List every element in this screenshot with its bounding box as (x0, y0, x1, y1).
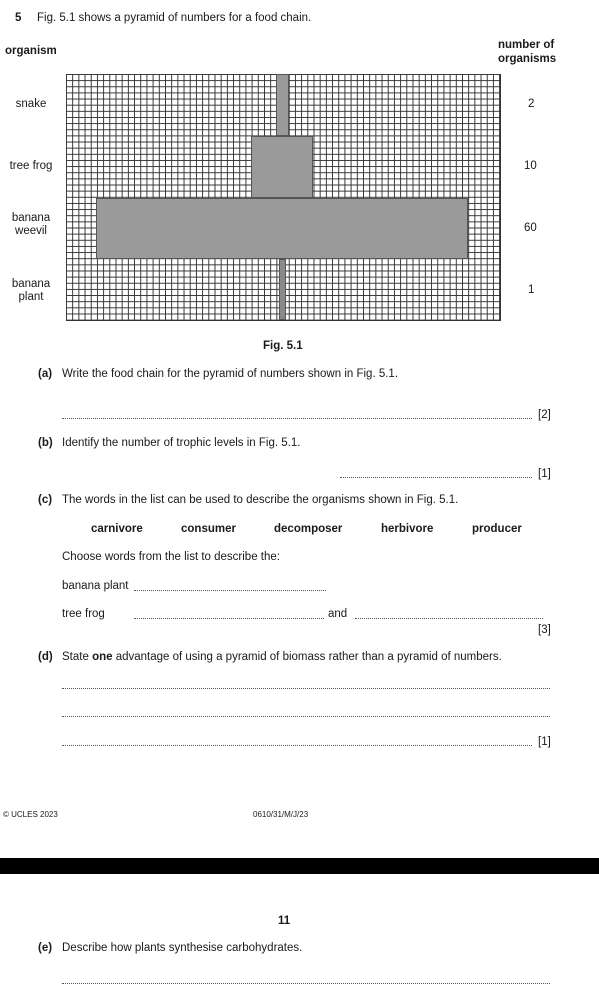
part-d-marks: [1] (538, 736, 551, 748)
banana-plant-label: banana plant (62, 580, 129, 592)
part-e-answer-line-1[interactable] (62, 983, 550, 984)
part-d-answer-line-1[interactable] (62, 688, 550, 689)
part-d-text-before: State (62, 651, 93, 663)
count-header-line2: organisms (498, 53, 557, 65)
count-banana-plant: 1 (528, 284, 535, 296)
tree-frog-answer-line-2[interactable] (355, 618, 543, 619)
word-decomposer: decomposer (274, 523, 343, 535)
organism-label-tree-frog: tree frog (9, 160, 53, 172)
organism-label-snake: snake (15, 98, 47, 110)
word-herbivore: herbivore (381, 523, 434, 535)
count-snake: 2 (528, 98, 535, 110)
page-number: 11 (278, 915, 291, 927)
figure-caption: Fig. 5.1 (263, 340, 303, 352)
part-c-instruction: Choose words from the list to describe the: (62, 551, 280, 563)
part-d-label: (d) (38, 651, 53, 663)
part-d-text (62, 651, 502, 663)
copyright: © UCLES 2023 (3, 810, 58, 819)
part-e-text: Describe how plants synthesise carbohydrates. (62, 942, 303, 954)
part-a-answer-line[interactable] (62, 418, 532, 419)
word-producer: producer (472, 523, 522, 535)
tree-frog-answer-line-1[interactable] (134, 618, 324, 619)
organism-label-banana-weevil: banana weevil (11, 212, 51, 237)
bar-tree-frog (251, 136, 313, 198)
part-a-text: Write the food chain for the pyramid of numbers shown in Fig. 5.1. (62, 368, 399, 380)
part-e-label: (e) (38, 942, 53, 954)
part-b-answer-line[interactable] (340, 477, 532, 478)
part-b-label: (b) (38, 437, 53, 449)
count-header-line1: number of (498, 39, 555, 51)
part-c-label: (c) (38, 494, 53, 506)
part-c-text: The words in the list can be used to describe the organisms shown in Fig. 5.1. (62, 494, 459, 506)
count-tree-frog: 10 (524, 160, 537, 172)
bar-banana-plant (279, 259, 286, 320)
part-a-label: (a) (38, 368, 53, 380)
bar-snake (276, 74, 289, 136)
part-d-text-bold: one (92, 651, 113, 663)
question-number: 5 (15, 12, 22, 24)
organism-header: organism (5, 45, 57, 57)
tree-frog-label: tree frog (62, 608, 105, 620)
part-a-marks: [2] (538, 409, 551, 421)
banana-plant-answer-line[interactable] (134, 590, 326, 591)
organism-label-banana-plant: banana plant (11, 278, 51, 303)
bar-banana-weevil (96, 198, 468, 259)
part-b-text: Identify the number of trophic levels in Fig. 5.1. (62, 437, 301, 449)
part-d-text-after: advantage of using a pyramid of biomass rather than a pyramid of numbers. (112, 651, 502, 663)
and-word: and (328, 608, 348, 620)
word-carnivore: carnivore (91, 523, 143, 535)
part-d-answer-line-3[interactable] (62, 745, 532, 746)
paper-code: 0610/31/M/J/23 (253, 810, 309, 819)
count-banana-weevil: 60 (524, 222, 537, 234)
question-intro: Fig. 5.1 shows a pyramid of numbers for a food chain. (37, 12, 312, 24)
page-break-band (0, 858, 599, 874)
part-d-answer-line-2[interactable] (62, 716, 550, 717)
part-b-marks: [1] (538, 468, 551, 480)
word-consumer: consumer (181, 523, 236, 535)
part-c-marks: [3] (538, 624, 551, 636)
